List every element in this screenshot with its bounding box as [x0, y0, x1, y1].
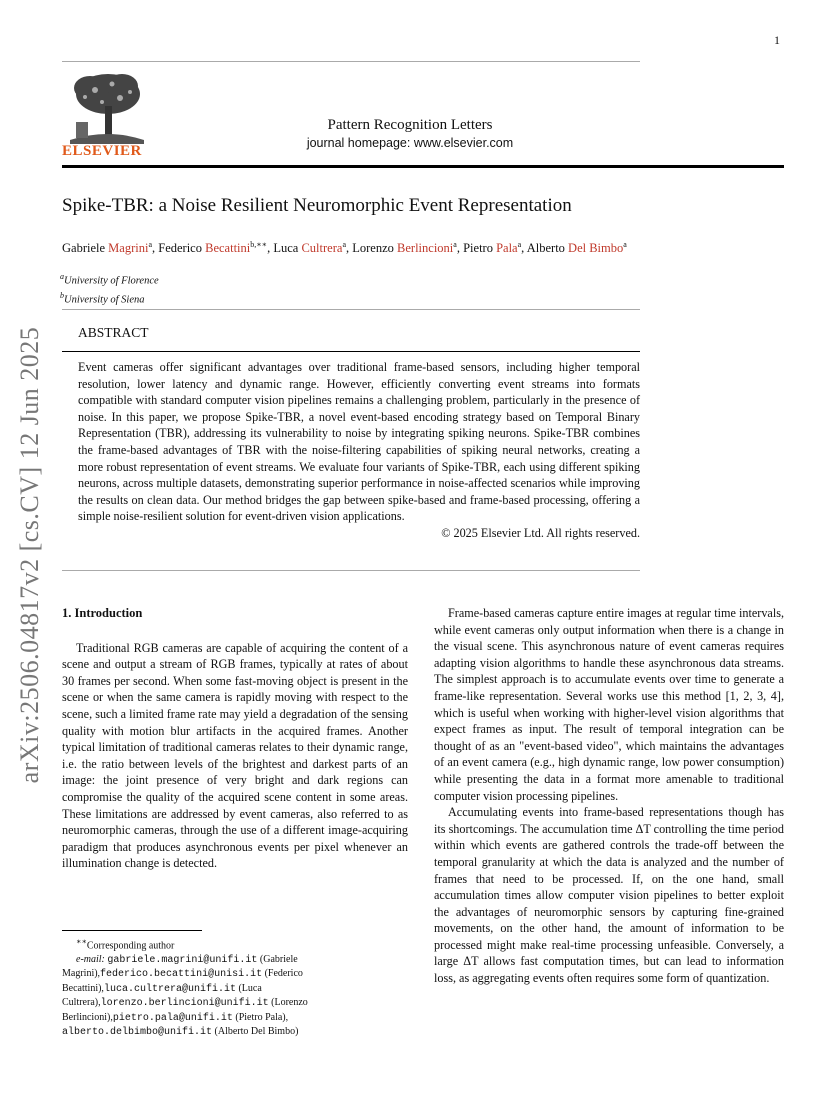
abstract-bottom-rule [62, 570, 640, 571]
author-first-name: Pietro [463, 241, 497, 256]
intro-paragraph-1: Traditional RGB cameras are capable of acquiring the content of a scene and output a stream of RGB frames, typically at rates of about 30 frames per second. When some fast-moving object is present in the scene or when the same camera is rapidly moving with respect to the scene, such a limited frame rate may yield a degradation of the sensing quality with motion blur artifacts in the acquired frames. Another typical limitation of traditional cameras relates to their dynamic range, i.e. the ratio between levels of the brightest and darkest parts of an image: the joint presence of very bright and dark regions can compromise the quality of the acquired scene content in some areas. These limitations are addressed by event cameras, also referred to as neuromorphic cameras, through the use of a different image-acquiring paradigm that produces asynchronous events per pixel whenever an illumination change is detected. [62, 640, 408, 871]
author-affiliation-mark: a [342, 240, 346, 249]
left-column [62, 605, 408, 872]
author-email[interactable]: lorenzo.berlincioni@unifi.it [100, 998, 269, 1010]
author-first-name: Federico [158, 241, 206, 256]
author-affiliation-mark: a [517, 240, 522, 249]
elsevier-wordmark: ELSEVIER [62, 143, 142, 159]
email-owner: (Luca Cultrera), [62, 982, 262, 1009]
email-owner: (Alberto Del Bimbo) [212, 1026, 299, 1038]
abstract-text: Event cameras offer significant advantages over traditional frame-based sensors, including higher temporal resolution, lower latency and dynamic range. However, efficiently converting event streams into formats compatible with standard computer vision pipelines remains a challenging problem, particularly in the presence of noise. In this paper, we propose Spike-TBR, a novel event-based encoding strategy based on Temporal Binary Representation (TBR), addressing its vulnerability to noise by integrating spiking neurons. Spike-TBR combines the frame-based advantages of TBR with the noise-filtering capabilities of spiking neural networks, creating a more robust representation of event streams. We evaluate four variants of Spike-TBR, each using different spiking neurons, across multiple datasets, demonstrating superior performance in noise-affected scenarios while improving the results on clean data. Our method bridges the gap between spike-based and frame-based processing, offering a simple noise-resilient solution for event-driven vision applications. [78, 360, 640, 524]
abstract-top-rule [62, 309, 640, 310]
author-last-name[interactable]: Pala [496, 241, 518, 256]
footnote-emails [62, 953, 408, 1040]
page-number: 1 [774, 33, 780, 47]
footnote-rule [62, 930, 202, 931]
header-top-rule [62, 61, 640, 62]
affiliations [60, 270, 159, 307]
author-email[interactable]: alberto.delbimbo@unifi.it [62, 1027, 213, 1039]
author-affiliation-mark: a [148, 240, 152, 249]
author-email[interactable]: federico.becattini@unisi.it [100, 969, 263, 981]
arxiv-watermark [10, 315, 50, 795]
email-label: e-mail: [76, 953, 108, 965]
author-last-name[interactable]: Cultrera [301, 241, 343, 256]
header-bottom-rule [62, 165, 784, 168]
author-first-name: Alberto [526, 241, 569, 256]
paper-title: Spike-TBR: a Noise Resilient Neuromorphic Event Representation [62, 195, 572, 216]
email-owner: (Gabriele Magrini), [62, 953, 298, 980]
author-last-name[interactable]: Magrini [108, 241, 149, 256]
email-owner: (Lorenzo Berlincioni), [62, 997, 308, 1023]
affiliation-b: $^b$University of Siena [60, 290, 145, 305]
arxiv-id: arXiv:2506.04817v2 [cs.CV] 12 Jun 2025 [15, 326, 44, 784]
author-email[interactable]: pietro.pala@unifi.it [112, 1012, 233, 1024]
author-affiliation-mark: a [453, 240, 457, 249]
copyright-line: © 2025 Elsevier Ltd. All rights reserved. [441, 525, 640, 540]
author-email[interactable]: luca.cultrera@unifi.it [103, 983, 236, 995]
col2-paragraph-2: Accumulating events into frame-based representations though has its shortcomings. The accumulation time ΔT controlling the time period within which events are gathered controls the trade-off between the temporal granularity at which the data is analyzed and the number of frames that need to be processed. If, on the one hand, small accumulation times allow computer vision pipelines to better exploit the advantages of neuromorphic sensors by capturing fine-grained movements, on the other hand, the amount of information to be processed might make real-time processing unfeasible. Conversely, a large ΔT allows fast computation times, but can lead to information loss, as aggregating events often requires some form of quantization. [434, 805, 784, 986]
abstract-body [78, 359, 640, 542]
affiliation-a: $^a$University of Florence [60, 272, 159, 287]
col2-paragraph-1: Frame-based cameras capture entire images at regular time intervals, while event cameras only output information when there is a change in the visual scene. This asynchronous nature of event cameras requires adapting vision algorithms to handle these asynchronous data streams. The simplest approach is to accumulate events over time to generate a frame-like representation. Several works use this method [1, 2, 3, 4], which is useful when working with higher-level vision algorithms that expect frames as input. The result of temporal integration can be thought of as an "event-based video", which maintains the advantages of an event camera (e.g., high dynamic range, low power consumption) while presenting the data in a format more amenable to traditional computer vision processing pipelines. [434, 606, 784, 803]
author-first-name: Luca [273, 241, 302, 256]
author-list: Gabriele Magrini$^a$, Federico Becattini$^{b,∗∗}$, Luca Cultrera$^a$, Lorenzo Berlincioni$^a$, Pietro Pala$^a$, Alberto Del Bimbo$^a$ [62, 240, 627, 256]
author-last-name[interactable]: Berlincioni [397, 241, 454, 256]
author-affiliation-mark: a [623, 240, 627, 249]
journal-name: Pattern Recognition Letters [327, 117, 493, 133]
footnote [62, 930, 408, 1040]
author-email[interactable]: gabriele.magrini@unifi.it [107, 954, 258, 966]
section-heading-introduction: 1. Introduction [62, 606, 143, 620]
email-owner: (Federico Becattini), [62, 968, 303, 994]
email-owner: (Pietro Pala), [232, 1011, 289, 1023]
abstract-heading: ABSTRACT [78, 325, 149, 340]
right-column [434, 605, 784, 987]
author-last-name[interactable]: Del Bimbo [568, 241, 624, 256]
abstract-heading-rule [62, 351, 640, 352]
journal-header [200, 117, 620, 150]
author-last-name[interactable]: Becattini [205, 241, 251, 256]
author-first-name: Gabriele [62, 241, 109, 256]
author-first-name: Lorenzo [352, 241, 398, 256]
author-affiliation-mark: b,∗∗ [250, 240, 268, 249]
footnote-corresponding: ∗∗Corresponding author [76, 937, 175, 952]
journal-homepage: journal homepage: www.elsevier.com [306, 136, 514, 150]
